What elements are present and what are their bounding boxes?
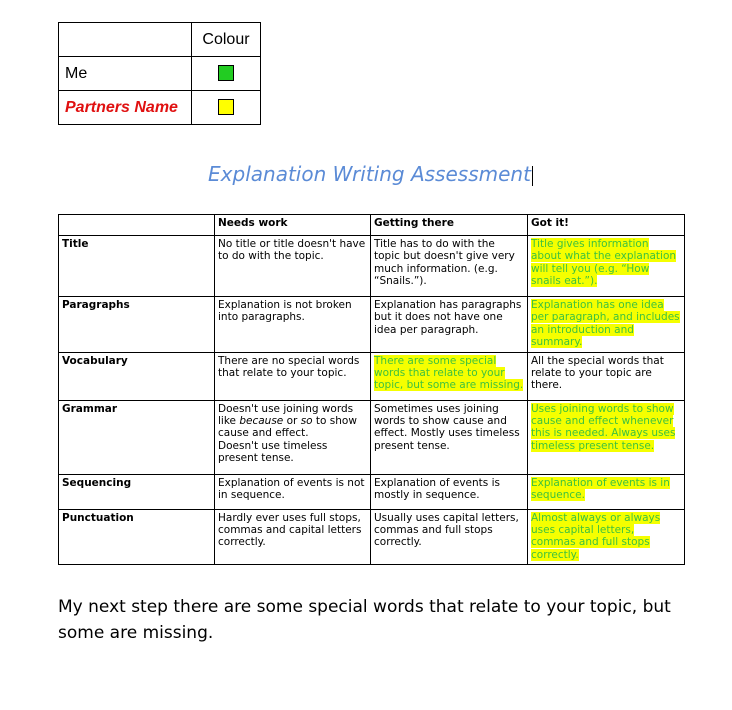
rubric-row-label: Sequencing xyxy=(59,474,215,509)
getting-there-cell: Title has to do with the topic but doesn't give very much information. (e.g. “Snails.”). xyxy=(371,236,528,297)
rubric-header-empty xyxy=(59,215,215,236)
needs-text: or xyxy=(283,415,301,428)
highlighted-text: Explanation has one idea per paragraph, and includes an introduction and summary. xyxy=(531,299,680,349)
key-colour-header: Colour xyxy=(192,23,261,57)
needs-work-cell: Hardly ever uses full stops, commas and capital letters correctly. xyxy=(215,509,371,565)
needs-italic-word: because xyxy=(239,415,284,428)
getting-there-cell: Sometimes uses joining words to show cause and effect. Mostly uses timeless present tense. xyxy=(371,400,528,474)
highlighted-text: Uses joining words to show cause and effect whenever this is needed. Always uses timeless present tense. xyxy=(531,402,676,452)
key-label-partner: Partners Name xyxy=(59,91,192,125)
got-it-cell xyxy=(528,297,685,353)
rubric-row-label: Grammar xyxy=(59,400,215,474)
needs-work-cell: Explanation of events is not in sequence. xyxy=(215,474,371,509)
rubric-row-label: Title xyxy=(59,236,215,297)
rubric-header-row xyxy=(59,215,685,236)
key-header-row xyxy=(59,23,261,57)
key-label-me: Me xyxy=(59,57,192,91)
got-it-cell xyxy=(528,509,685,565)
rubric-row-paragraphs xyxy=(59,297,685,353)
key-colour-cell xyxy=(192,91,261,125)
key-colour-cell xyxy=(192,57,261,91)
got-it-cell: All the special words that relate to your topic are there. xyxy=(528,352,685,400)
needs-work-cell: Explanation is not broken into paragraphs. xyxy=(215,297,371,353)
rubric-header-got-it: Got it! xyxy=(528,215,685,236)
got-it-cell xyxy=(528,236,685,297)
rubric-row-label: Vocabulary xyxy=(59,352,215,400)
getting-there-cell xyxy=(371,352,528,400)
needs-work-cell xyxy=(215,400,371,474)
rubric-row-label: Punctuation xyxy=(59,509,215,565)
rubric-row-vocabulary xyxy=(59,352,685,400)
needs-text: to show cause and effect. xyxy=(218,415,357,440)
rubric-row-label: Paragraphs xyxy=(59,297,215,353)
yellow-colour-swatch xyxy=(218,99,234,115)
highlighted-text: Explanation of events is in sequence. xyxy=(531,476,670,502)
got-it-cell xyxy=(528,474,685,509)
rubric-header-getting-there: Getting there xyxy=(371,215,528,236)
rubric-row-title xyxy=(59,236,685,297)
needs-work-cell: No title or title doesn't have to do with the topic. xyxy=(215,236,371,297)
needs-text: Doesn't use joining words like xyxy=(218,402,354,428)
rubric-header-needs-work: Needs work xyxy=(215,215,371,236)
needs-work-cell: There are no special words that relate to your topic. xyxy=(215,352,371,400)
getting-there-cell: Explanation of events is mostly in sequence. xyxy=(371,474,528,509)
highlighted-text: Almost always or always uses capital letters, commas and full stops correctly. xyxy=(531,511,661,561)
key-row-partner xyxy=(59,91,261,125)
got-it-cell xyxy=(528,400,685,474)
key-empty-cell xyxy=(59,23,192,57)
highlighted-text: Title gives information about what the explanation will tell you (e.g. “How snails eat.”). xyxy=(531,238,677,288)
needs-italic-word: so xyxy=(300,415,313,428)
green-colour-swatch xyxy=(218,65,234,81)
document-title xyxy=(0,162,732,186)
getting-there-cell: Usually uses capital letters, commas and full stops correctly. xyxy=(371,509,528,565)
next-step-text: My next step there are some special words that relate to your topic, but some are missing. xyxy=(58,597,671,643)
rubric-row-grammar xyxy=(59,400,685,474)
needs-text: Doesn't use timeless present tense. xyxy=(218,439,328,465)
colour-key-table xyxy=(58,22,261,125)
assessment-rubric-table xyxy=(58,214,685,565)
key-row-me xyxy=(59,57,261,91)
highlighted-text: There are some special words that relate to your topic, but some are missing. xyxy=(374,354,524,392)
getting-there-cell: Explanation has paragraphs but it does not have one idea per paragraph. xyxy=(371,297,528,353)
document-title-text: Explanation Writing Assessment xyxy=(208,162,531,186)
text-cursor xyxy=(532,166,533,186)
rubric-row-sequencing xyxy=(59,474,685,509)
rubric-row-punctuation xyxy=(59,509,685,565)
